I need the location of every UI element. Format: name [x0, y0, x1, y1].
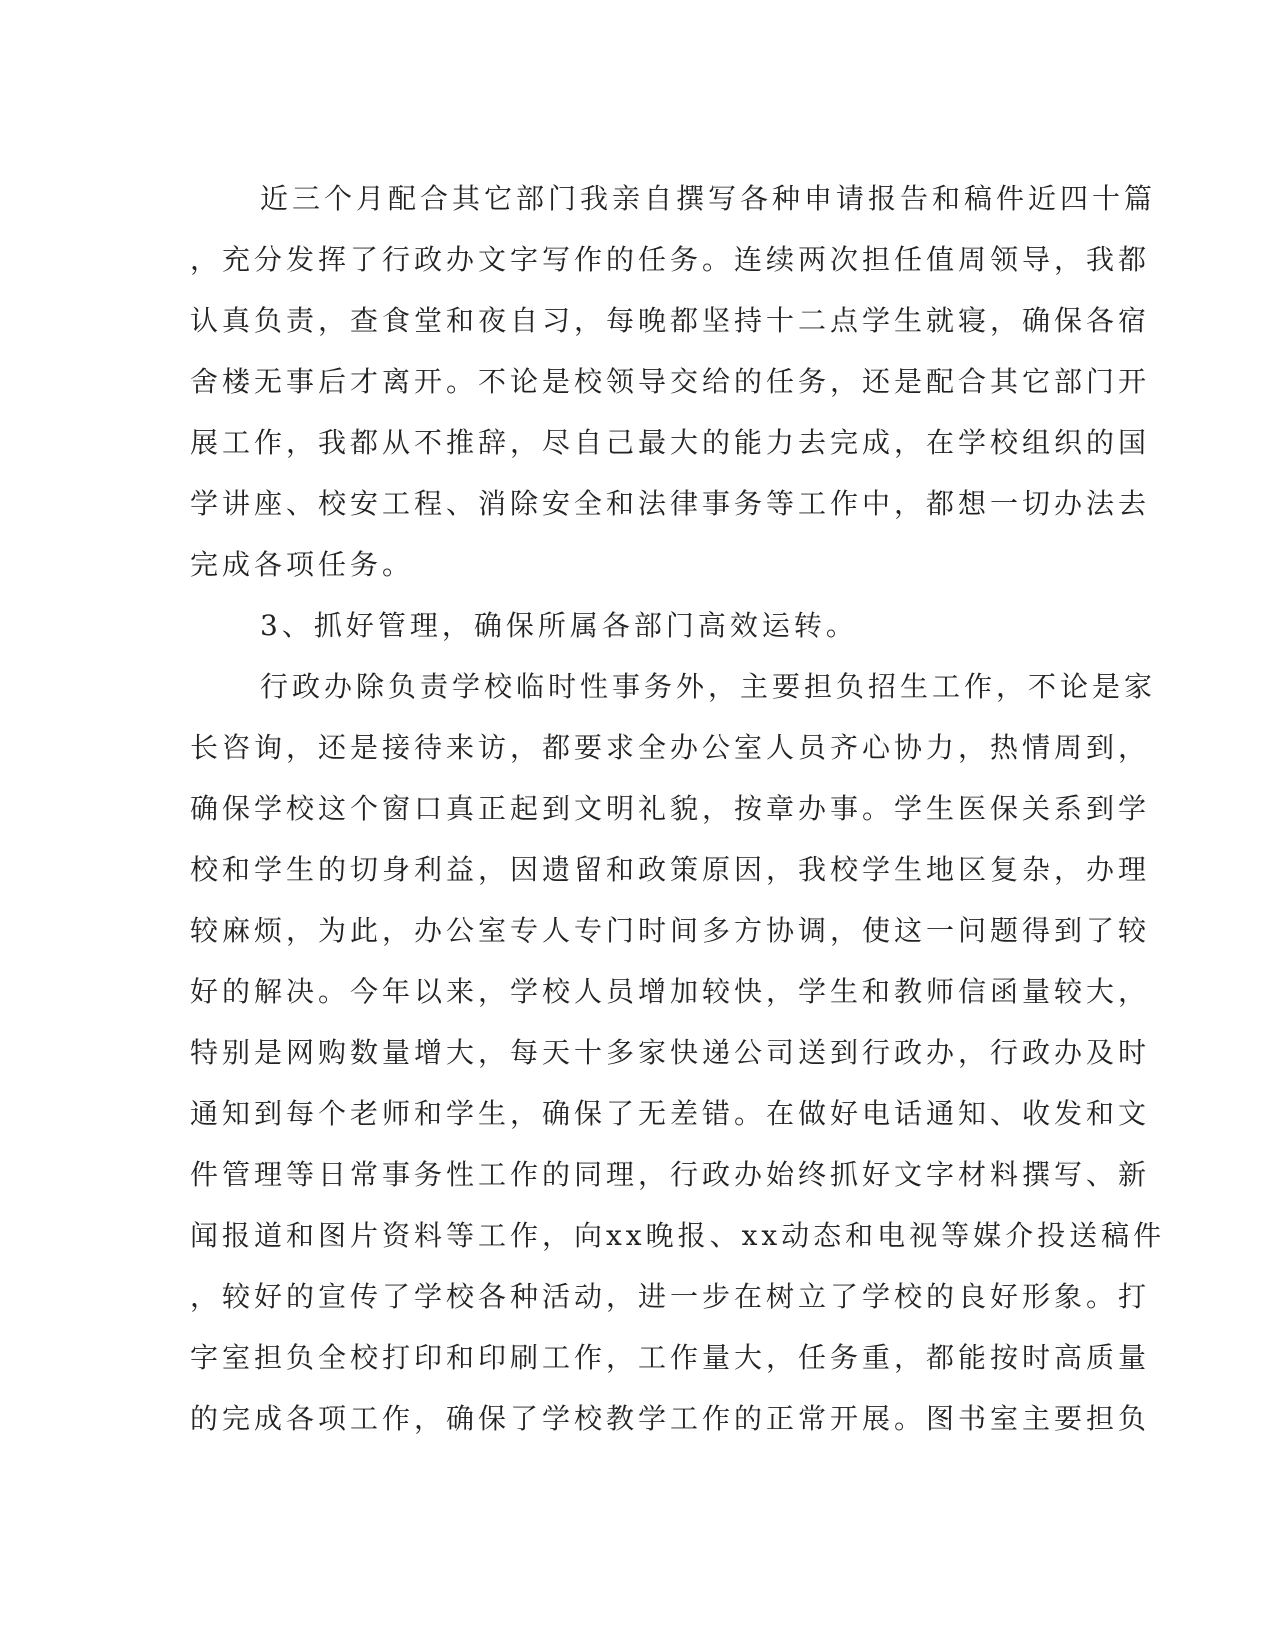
paragraph-line: 完成各项任务。	[190, 548, 415, 581]
paragraph-line: 字室担负全校打印和印刷工作，工作量大，任务重，都能按时高质量	[190, 1341, 1151, 1374]
section-heading: 3、抓好管理，确保所属各部门高效运转。	[260, 609, 858, 642]
paragraph-line: ，充分发挥了行政办文字写作的任务。连续两次担任值周领导，我都	[190, 243, 1151, 276]
paragraph-line: 闻报道和图片资料等工作，向xx晚报、xx动态和电视等媒介投送稿件	[190, 1219, 1166, 1252]
paragraph-line: 较麻烦，为此，办公室专人专门时间多方协调，使这一问题得到了较	[190, 914, 1151, 947]
paragraph-line: ，较好的宣传了学校各种活动，进一步在树立了学校的良好形象。打	[190, 1280, 1151, 1313]
body-text	[190, 168, 1166, 1449]
paragraph-line: 件管理等日常事务性工作的同理，行政办始终抓好文字材料撰写、新	[190, 1158, 1151, 1191]
paragraph-line: 好的解决。今年以来，学校人员增加较快，学生和教师信函量较大，	[190, 975, 1151, 1008]
paragraph-line: 行政办除负责学校临时性事务外，主要担负招生工作，不论是家	[260, 670, 1157, 703]
paragraph-line: 的完成各项工作，确保了学校教学工作的正常开展。图书室主要担负	[190, 1402, 1151, 1435]
paragraph-line: 认真负责，查食堂和夜自习，每晚都坚持十二点学生就寝，确保各宿	[190, 304, 1151, 337]
paragraph-line: 确保学校这个窗口真正起到文明礼貌，按章办事。学生医保关系到学	[190, 792, 1151, 825]
paragraph-line: 近三个月配合其它部门我亲自撰写各种申请报告和稿件近四十篇	[260, 182, 1157, 215]
paragraph-line: 通知到每个老师和学生，确保了无差错。在做好电话通知、收发和文	[190, 1097, 1151, 1130]
paragraph-line: 学讲座、校安工程、消除安全和法律事务等工作中，都想一切办法去	[190, 487, 1151, 520]
paragraph-line: 展工作，我都从不推辞，尽自己最大的能力去完成，在学校组织的国	[190, 426, 1151, 459]
paragraph-line: 校和学生的切身利益，因遗留和政策原因，我校学生地区复杂，办理	[190, 853, 1151, 886]
paragraph-line: 长咨询，还是接待来访，都要求全办公室人员齐心协力，热情周到，	[190, 731, 1151, 764]
paragraph-line: 舍楼无事后才离开。不论是校领导交给的任务，还是配合其它部门开	[190, 365, 1151, 398]
paragraph-line: 特别是网购数量增大，每天十多家快递公司送到行政办，行政办及时	[190, 1036, 1151, 1069]
